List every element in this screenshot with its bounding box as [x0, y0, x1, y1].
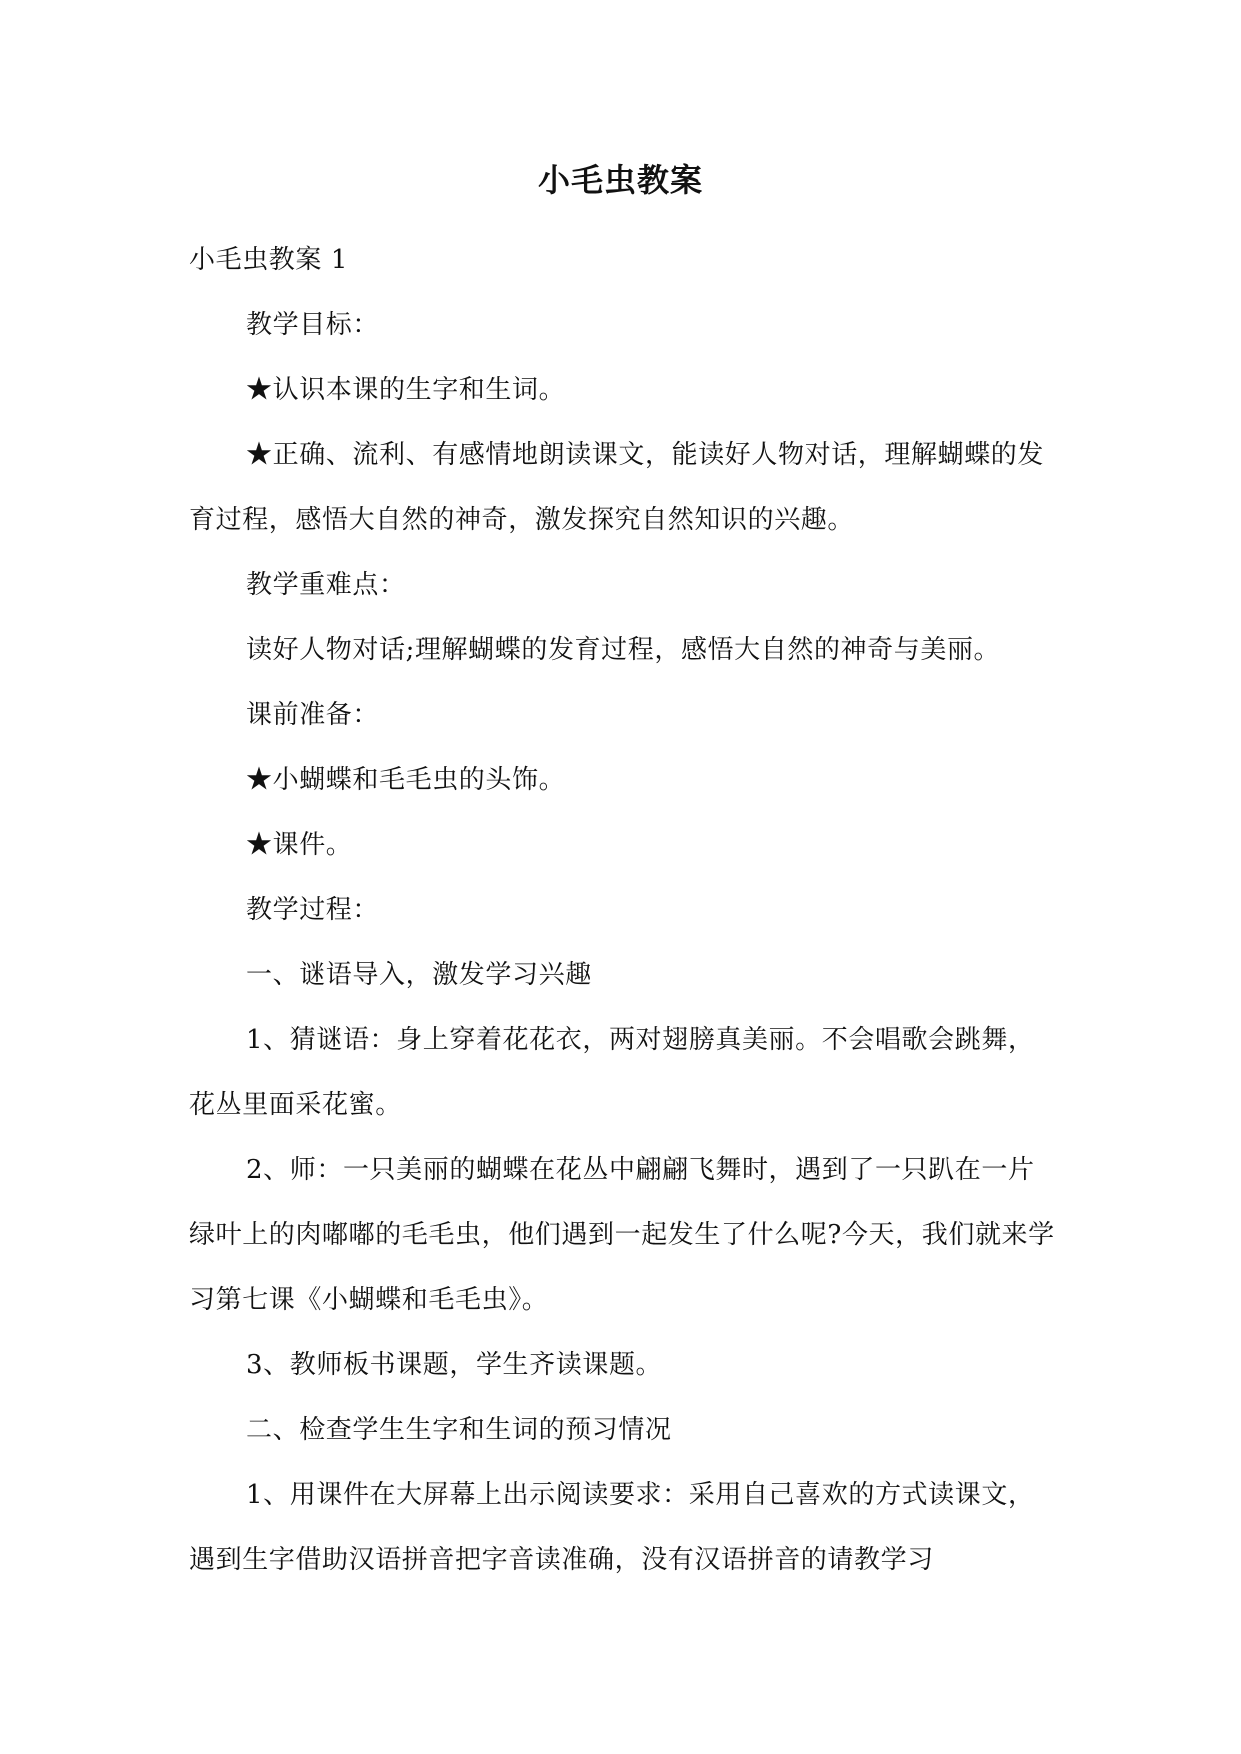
paragraph-section-heading: 小毛虫教案 1 [189, 245, 349, 275]
document-title: 小毛虫教案 [537, 161, 703, 199]
paragraph-preparation-label: 课前准备： [246, 700, 380, 730]
paragraph-preparation-1: ★小蝴蝶和毛毛虫的头饰。 [246, 765, 566, 795]
paragraph-preparation-2: ★课件。 [246, 830, 353, 860]
paragraph-step-1-2: 2、师：一只美丽的蝴蝶在花丛中翩翩飞舞时，遇到了一只趴在一片绿叶上的肉嘟嘟的毛毛虫，他们遇到一起发生了什么呢?今天，我们就来学习第七课《小蝴蝶和毛毛虫》。 [189, 1155, 1055, 1315]
paragraph-step-1-1: 1、猜谜语：身上穿着花花衣，两对翅膀真美丽。不会唱歌会跳舞，花丛里面采花蜜。 [189, 1025, 1035, 1120]
document-body [189, 228, 1059, 1593]
paragraph-key-points: 读好人物对话;理解蝴蝶的发育过程，感悟大自然的神奇与美丽。 [246, 635, 1001, 665]
paragraph-objective-2: ★正确、流利、有感情地朗读课文，能读好人物对话，理解蝴蝶的发育过程，感悟大自然的神奇，激发探究自然知识的兴趣。 [189, 440, 1045, 535]
paragraph-process-label: 教学过程： [246, 895, 380, 925]
paragraph-objectives-label: 教学目标： [246, 310, 380, 340]
paragraph-step-1-3: 3、教师板书课题，学生齐读课题。 [246, 1350, 663, 1380]
paragraph-objective-1: ★认识本课的生字和生词。 [246, 375, 566, 405]
paragraph-step-2-heading: 二、检查学生生字和生词的预习情况 [246, 1415, 672, 1445]
paragraph-step-2-1: 1、用课件在大屏幕上出示阅读要求：采用自己喜欢的方式读课文，遇到生字借助汉语拼音把字音读准确，没有汉语拼音的请教学习 [189, 1480, 1035, 1575]
paragraph-step-1-heading: 一、谜语导入，激发学习兴趣 [246, 960, 592, 990]
paragraph-key-points-label: 教学重难点： [246, 570, 406, 600]
